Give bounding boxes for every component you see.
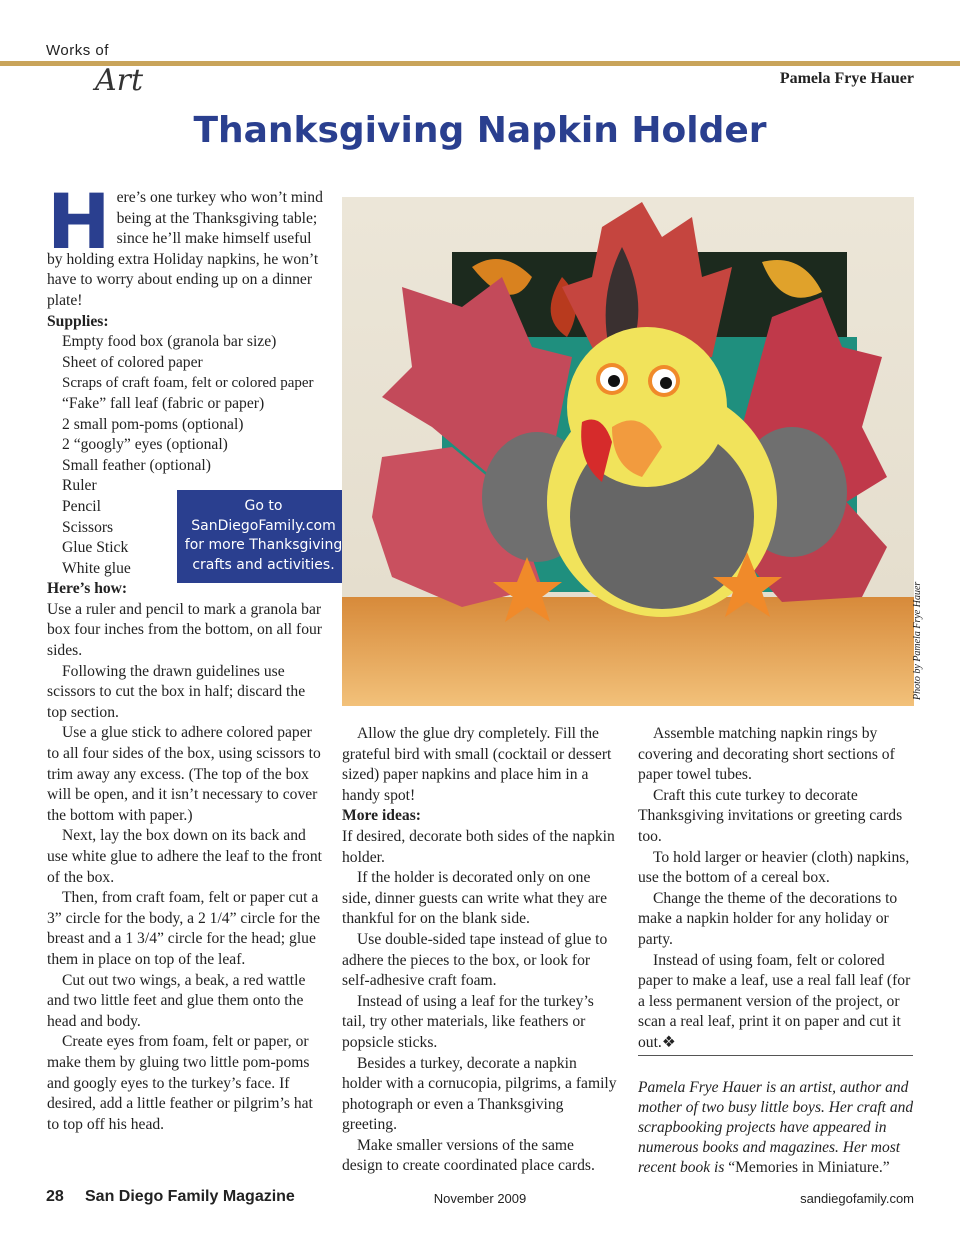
bio-book-title: “Memories in Miniature.” xyxy=(728,1159,890,1176)
howto-step: Allow the glue dry completely. Fill the grateful bird with small (cocktail or dessert sized) paper napkins and place him in a handy spot! xyxy=(342,725,612,804)
article-title: Thanksgiving Napkin Holder xyxy=(193,110,767,151)
supply-item: Scissors xyxy=(62,518,114,536)
howto-step: Following the drawn guidelines use scissors to cut the box in half; discard the top section. xyxy=(47,662,306,721)
intro-text: ere’s one turkey who won’t mind being at the Thanksgiving table; since he’ll make himself useful by holding extra Holiday napkins, he won’t have to worry about ending up on a dinner plate! xyxy=(47,189,323,309)
idea-item: Assemble matching napkin rings by covering and decorating short sections of paper towel tubes. xyxy=(638,725,895,784)
supply-item: Sheet of colored paper xyxy=(62,353,203,371)
supply-item: White glue xyxy=(62,559,131,577)
column-3 xyxy=(638,724,913,1054)
idea-item: If the holder is decorated only on one side, dinner guests can write what they are thankful for on the blank side. xyxy=(342,869,608,928)
column-2 xyxy=(342,724,617,1177)
supply-item: Ruler xyxy=(62,477,97,495)
supply-item: “Fake” fall leaf (fabric or paper) xyxy=(62,394,265,412)
howto-step: Cut out two wings, a beak, a red wattle and two little feet and glue them onto the head and body. xyxy=(47,971,306,1030)
promo-link[interactable]: SanDiegoFamily.com xyxy=(191,517,336,534)
idea-item: Make smaller versions of the same design to create coordinated place cards. xyxy=(342,1136,595,1175)
bio-text: Pamela Frye Hauer is an artist, author and mother of two busy little boys. Her craft and scrapbooking projects have appeared in numerous books and magazines. Her most recent book is xyxy=(638,1079,914,1176)
supply-item: Pencil xyxy=(62,497,101,515)
idea-item: Instead of using foam, felt or colored paper to make a leaf, use a real fall leaf (for a less permanent version of the project, or scan a real leaf, print it on paper and cut it out.❖ xyxy=(638,951,911,1051)
howto-step: Use a glue stick to adhere colored paper to all four sides of the box, using scissors to trim away any excess. (The top of the box will be open, and it isn’t necessary to cover the bottom with paper.) xyxy=(47,724,321,824)
idea-item: Change the theme of the decorations to make a napkin holder for any holiday or party. xyxy=(638,889,898,948)
drop-cap: H xyxy=(47,177,111,266)
howto-step: Next, lay the box down on its back and use white glue to adhere the leaf to the front of the box. xyxy=(47,827,322,886)
author-bio xyxy=(638,1078,914,1178)
idea-item: To hold larger or heavier (cloth) napkins, use the bottom of a cereal box. xyxy=(638,848,910,887)
promo-line: crafts and activities. xyxy=(192,556,335,573)
supplies-heading: Supplies: xyxy=(47,312,109,330)
howto-step: Create eyes from foam, felt or paper, or make them by gluing two little pom-poms and googly eyes to the turkey’s face. If desired, add a little feather or pilgrim’s hat to top off his head. xyxy=(47,1033,313,1133)
magazine-name: San Diego Family Magazine xyxy=(85,1188,295,1205)
column-1 xyxy=(47,177,325,1135)
supply-item: Empty food box (granola bar size) xyxy=(62,333,277,351)
howto-step: Use a ruler and pencil to mark a granola bar box four inches from the bottom, on all four sides. xyxy=(47,600,322,660)
supply-item: Small feather (optional) xyxy=(62,456,211,474)
author-name: Pamela Frye Hauer xyxy=(779,70,914,87)
issue-date: November 2009 xyxy=(433,1191,527,1206)
ideas-heading: More ideas: xyxy=(342,807,421,825)
section-script: Art xyxy=(95,63,144,98)
howto-step: Then, from craft foam, felt or paper cut a 3” circle for the body, a 2 1/4” circle for the breast and a 1 3/4” circle for the head; glue them in place on top of the leaf. xyxy=(47,889,321,968)
photo-credit: Photo by Pamela Frye Hauer xyxy=(912,581,923,700)
idea-item: Besides a turkey, decorate a napkin holder with a cornucopia, pilgrims, a family photograph or even a Thanksgiving greeting. xyxy=(342,1054,617,1134)
promo-line: Go to xyxy=(244,498,283,514)
idea-item: Craft this cute turkey to decorate Thanksgiving invitations or greeting cards too. xyxy=(638,786,903,845)
bio-divider xyxy=(638,1055,913,1056)
turkey-photo xyxy=(342,197,914,706)
idea-item: If desired, decorate both sides of the napkin holder. xyxy=(342,827,615,866)
supply-item: 2 small pom-poms (optional) xyxy=(62,415,244,433)
howto-heading: Here’s how: xyxy=(47,580,128,598)
supply-item: Scraps of craft foam, felt or colored paper xyxy=(62,375,314,392)
section-label: Works of xyxy=(46,42,109,59)
website-url[interactable]: sandiegofamily.com xyxy=(800,1191,914,1206)
turkey-napkin-holder-illustration xyxy=(342,197,914,706)
idea-item: Instead of using a leaf for the turkey’s tail, try other materials, like feathers or popsicle sticks. xyxy=(342,992,594,1051)
intro-paragraph xyxy=(47,177,325,312)
supply-item: Glue Stick xyxy=(62,539,129,557)
promo-line: for more Thanksgiving xyxy=(184,537,343,553)
supply-item: 2 “googly” eyes (optional) xyxy=(62,436,228,454)
promo-box[interactable] xyxy=(177,490,350,583)
idea-item: Use double-sided tape instead of glue to adhere the pieces to the box, or look for self-adhesive craft foam. xyxy=(342,930,608,990)
header-rule xyxy=(0,61,960,66)
page-number: 28 xyxy=(46,1188,64,1205)
